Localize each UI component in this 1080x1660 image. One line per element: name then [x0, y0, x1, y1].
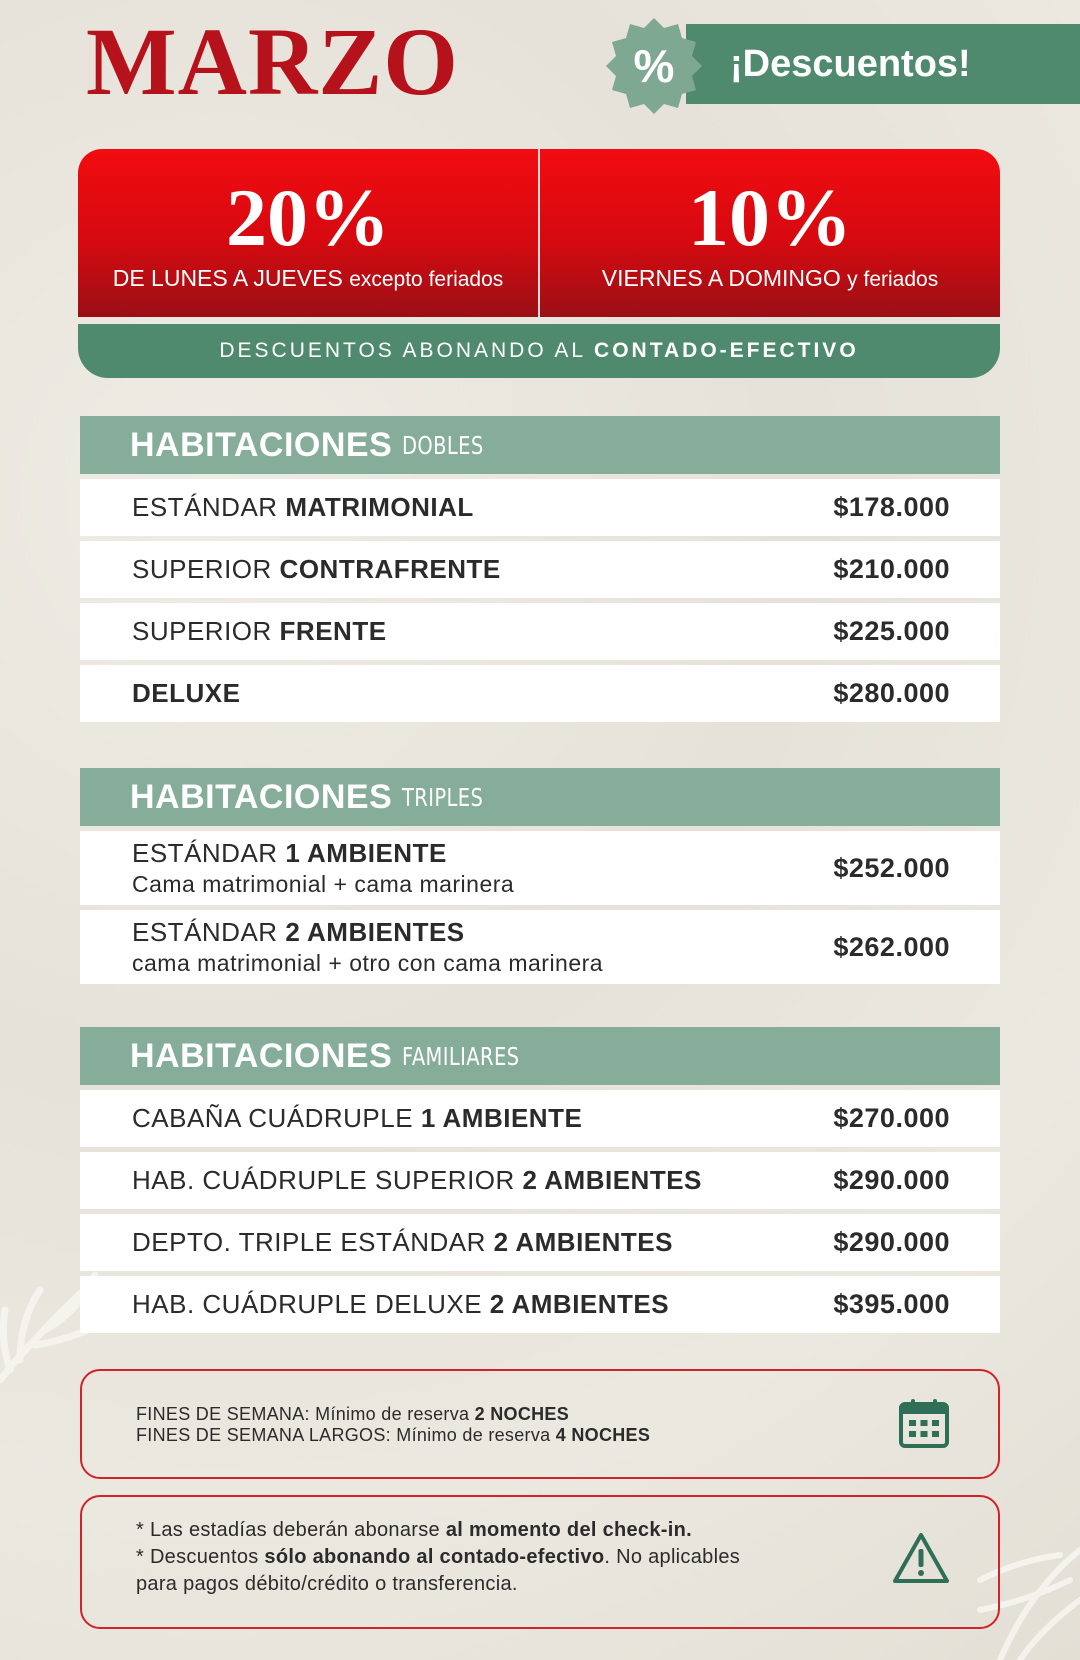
room-name-text: HAB. CUÁDRUPLE DELUXE: [132, 1289, 483, 1319]
minimum-stay-text: [136, 1404, 650, 1446]
room-name: [132, 1289, 669, 1320]
condition-text: * Las estadías deberán abonarse: [136, 1519, 440, 1541]
section-header: [80, 416, 1000, 474]
room-name: [132, 554, 501, 585]
discounts-panel: [78, 149, 1000, 378]
condition-text: * Descuentos: [136, 1546, 259, 1568]
condition-line: [136, 1517, 740, 1544]
room-row: [80, 665, 1000, 722]
room-price: $395.000: [833, 1289, 950, 1319]
room-name-bold: 1 AMBIENTE: [285, 838, 447, 868]
room-name: [132, 838, 514, 898]
discount-weekend-days: VIERNES A DOMINGO: [601, 265, 841, 291]
promo-banner: [686, 24, 1080, 104]
room-name: [132, 678, 240, 709]
section-triple-rooms: [80, 768, 1000, 984]
cash-payment-prefix: DESCUENTOS ABONANDO AL: [219, 339, 587, 362]
room-row: [80, 479, 1000, 536]
percent-badge-symbol: %: [633, 40, 675, 92]
condition-bold: al momento del check-in.: [445, 1519, 692, 1541]
room-name: [132, 616, 387, 647]
room-price: $252.000: [833, 852, 950, 883]
section-subtitle: DOBLES: [402, 430, 484, 460]
room-name-text: HAB. CUÁDRUPLE SUPERIOR: [132, 1165, 515, 1195]
room-price: $210.000: [833, 554, 950, 584]
conditions-box: [80, 1495, 1000, 1629]
section-header: [80, 768, 1000, 826]
room-name-bold: DELUXE: [132, 678, 241, 708]
room-name-bold: MATRIMONIAL: [285, 492, 474, 522]
minimum-stay-desc: Mínimo de reserva: [396, 1425, 551, 1445]
discount-weekend-percent: 10%: [688, 172, 852, 263]
room-name: [132, 1227, 673, 1258]
room-name: [132, 1103, 582, 1134]
room-detail: Cama matrimonial + cama marinera: [132, 871, 515, 897]
room-detail: cama matrimonial + otro con cama marinera: [132, 950, 604, 976]
room-name-bold: 2 AMBIENTES: [522, 1165, 702, 1195]
room-name-bold: 1 AMBIENTE: [420, 1103, 583, 1133]
room-name-text: CABAÑA CUÁDRUPLE: [132, 1103, 414, 1133]
calendar-icon: [898, 1397, 950, 1449]
minimum-stay-label: FINES DE SEMANA:: [136, 1404, 310, 1424]
minimum-stay-desc: Mínimo de reserva: [315, 1404, 470, 1424]
room-name-bold: 2 AMBIENTES: [489, 1289, 670, 1319]
warning-icon: [892, 1531, 950, 1585]
room-name-text: ESTÁNDAR: [132, 917, 278, 947]
minimum-stay-nights: 4 NOCHES: [555, 1425, 651, 1445]
room-name-text: SUPERIOR: [132, 616, 272, 646]
discount-weekend-note: y feriados: [847, 268, 939, 291]
condition-bold: sólo abonando al contado-efectivo: [264, 1546, 605, 1568]
month-title: MARZO: [86, 8, 459, 115]
room-name-text: SUPERIOR: [132, 554, 272, 584]
section-double-rooms: [80, 416, 1000, 722]
room-price: $225.000: [833, 616, 950, 646]
promo-label: ¡Descuentos!: [730, 42, 971, 85]
room-row: [80, 603, 1000, 660]
room-name-text: ESTÁNDAR: [132, 492, 278, 522]
room-name-bold: 2 AMBIENTES: [285, 917, 465, 947]
room-name: [132, 492, 474, 523]
discount-weekday-note: excepto feriados: [349, 268, 504, 291]
room-name-text: DEPTO. TRIPLE ESTÁNDAR: [132, 1227, 486, 1257]
room-name-bold: CONTRAFRENTE: [279, 554, 501, 584]
discount-weekend: [540, 149, 1000, 317]
room-price: $178.000: [833, 492, 950, 522]
discount-weekday-days: DE LUNES A JUEVES: [112, 265, 343, 291]
room-row: [80, 1214, 1000, 1271]
discount-weekday-percent: 20%: [226, 172, 390, 263]
discount-weekday: [78, 149, 538, 317]
room-price: $290.000: [833, 1227, 950, 1257]
minimum-stay-line: [136, 1404, 650, 1425]
section-subtitle: FAMILIARES: [402, 1041, 520, 1071]
section-family-rooms: [80, 1027, 1000, 1333]
discount-weekend-caption: [540, 265, 1000, 292]
room-name-bold: FRENTE: [279, 616, 387, 646]
minimum-stay-nights: 2 NOCHES: [474, 1404, 570, 1424]
section-subtitle: TRIPLES: [402, 782, 484, 812]
condition-line: [136, 1544, 740, 1571]
conditions-text: [136, 1517, 740, 1598]
discount-weekday-caption: [78, 265, 538, 292]
cash-payment-banner: [78, 324, 1000, 378]
room-row: [80, 831, 1000, 905]
room-price: $290.000: [833, 1165, 950, 1195]
minimum-stay-box: [80, 1369, 1000, 1479]
room-price: $280.000: [833, 678, 950, 708]
condition-text: . No aplicables: [604, 1546, 741, 1568]
room-row: [80, 1090, 1000, 1147]
percent-badge-icon: [604, 16, 704, 116]
section-title: HABITACIONES: [130, 777, 393, 816]
room-name: [132, 1165, 702, 1196]
room-row: [80, 1152, 1000, 1209]
cash-payment-bold: CONTADO-EFECTIVO: [594, 339, 859, 362]
section-title: HABITACIONES: [130, 1036, 393, 1075]
minimum-stay-label: FINES DE SEMANA LARGOS:: [136, 1425, 391, 1445]
discounts-red-panel: [78, 149, 1000, 317]
room-name: [132, 917, 603, 977]
section-header: [80, 1027, 1000, 1085]
minimum-stay-line: [136, 1425, 650, 1446]
room-row: [80, 910, 1000, 984]
room-price: $262.000: [833, 931, 950, 962]
room-row: [80, 1276, 1000, 1333]
room-name-text: ESTÁNDAR: [132, 838, 278, 868]
condition-line: [136, 1571, 740, 1598]
section-title: HABITACIONES: [130, 425, 393, 464]
room-name-bold: 2 AMBIENTES: [493, 1227, 673, 1257]
room-row: [80, 541, 1000, 598]
condition-text: para pagos débito/crédito o transferencia.: [136, 1573, 518, 1595]
room-price: $270.000: [833, 1103, 950, 1133]
